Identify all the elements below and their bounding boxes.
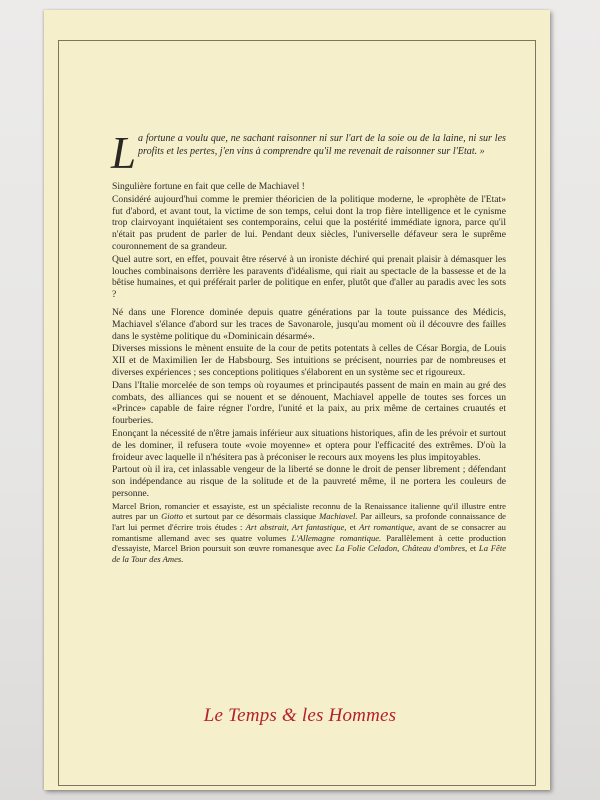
paragraph: Quel autre sort, en effet, pouvait être réservé à un ironiste déchiré qui prenait plaisir à démasquer les louches combinaisons derrière les paravents d'idéalisme, qui riait au spectacle de la bassesse et de la bêtise humaines, et qui préférait parler de politique en enfer, plutôt que d'aller au paradis avec les sots ? xyxy=(112,253,506,301)
bio-title: Machiavel. xyxy=(319,511,358,522)
bio-text: et surtout par ce désormais classique xyxy=(183,511,320,522)
bio-title: La Fête de la Tour des Ames. xyxy=(112,543,507,564)
paragraph: Enonçant la nécessité de n'être jamais inférieur aux situations historiques, afin de les prévoir et surtout de les dominer, il refusera toute «voie moyenne» et optera pour l'efficacité des extrêmes. D'où la froideur avec laquelle il n'hésitera pas à préconiser le recours aux moyens les plus impitoyables. xyxy=(112,427,506,463)
drop-cap: L xyxy=(111,128,137,178)
bio-title: Giotto xyxy=(161,511,184,522)
opening-quote xyxy=(111,128,506,178)
bio-text: Parallèlement à cette production d'essayiste, Marcel Brion poursuit son œuvre romanesque avec xyxy=(112,532,506,554)
blurb-text-block xyxy=(111,128,507,565)
bio-text: et xyxy=(346,521,360,532)
bio-title: La Folie Celadon, Château d'ombres, xyxy=(335,543,468,554)
paragraph: Partout où il ira, cet inlassable vengeur de la liberté se donne le droit de penser librement ; défendant son indépendance au risque de la solitude et de la pauvreté même, il ne portera les couleurs de personne. xyxy=(112,464,506,499)
bio-text: Marcel Brion, romancier et essayiste, est un spécialiste reconnu de la Renaissance italienne qu'il illustre entre autres par un xyxy=(112,500,506,522)
paragraph: Singulière fortune en fait que celle de Machiavel ! xyxy=(112,181,305,192)
publisher-imprint: Le Temps & les Hommes xyxy=(203,705,397,726)
bio-title: Art abstrait, Art fantastique, xyxy=(245,521,347,532)
paragraph: Diverses missions le mènent ensuite de la cour de petits potentats à celles de César Borgia, de Louis XII et de Maximilien Ier de Habsbourg. Ses intuitions se précisent, nourries par de nombreuses et diverses expériences ; ses conceptions politiques s'élaborent en un système sec et rigoureux. xyxy=(112,343,506,378)
paragraph: Dans l'Italie morcelée de son temps où royaumes et principautés passent de main en main au gré des combats, des alliances qui se nouent et se dénouent, Machiavel appelle de toutes ses forces un «Prince» capable de faire régner l'ordre, l'unité et la paix, au prix même de certaines cruautés et fourberies. xyxy=(112,379,506,427)
bio-title: Art romantique, xyxy=(359,521,415,532)
bio-text: et xyxy=(467,543,479,554)
quote-text: a fortune a voulu que, ne sachant raisonner ni sur l'art de la soie ou de la laine, ni sur les profits et les pertes, j'en vins à comprendre qu'il me revenait de raisonner sur l'Etat. » xyxy=(138,133,506,157)
paragraph: Considéré aujourd'hui comme le premier théoricien de la politique moderne, le «prophète de l'Etat» fut d'abord, et avant tout, la victime de son temps, celui dont la trop fière intelligence et le cynisme trop clairvoyant inquiétaient ses contemporains, celui que la postérité immédiate ignora, parce qu'il n'était pas prudent de parler de lui. Pendant deux siècles, l'universelle défaveur sera le suprême couronnement de sa grandeur. xyxy=(112,193,506,252)
author-bio xyxy=(112,501,506,565)
bio-text: avant de se consacrer au romantisme allemand avec ses quatre volumes xyxy=(112,521,506,543)
paragraph: Né dans une Florence dominée depuis quatre générations par la toute puissance des Médicis, Machiavel s'élance d'abord sur les traces de Savonarole, jusqu'au moment où il découvre des failles dans le système politique du «Dominicain désarmé». xyxy=(112,306,506,342)
bio-title: L'Allemagne romantique. xyxy=(291,532,382,543)
bio-text: Par ailleurs, sa profonde connaissance de l'art lui permet d'écrire trois études : xyxy=(112,511,506,532)
